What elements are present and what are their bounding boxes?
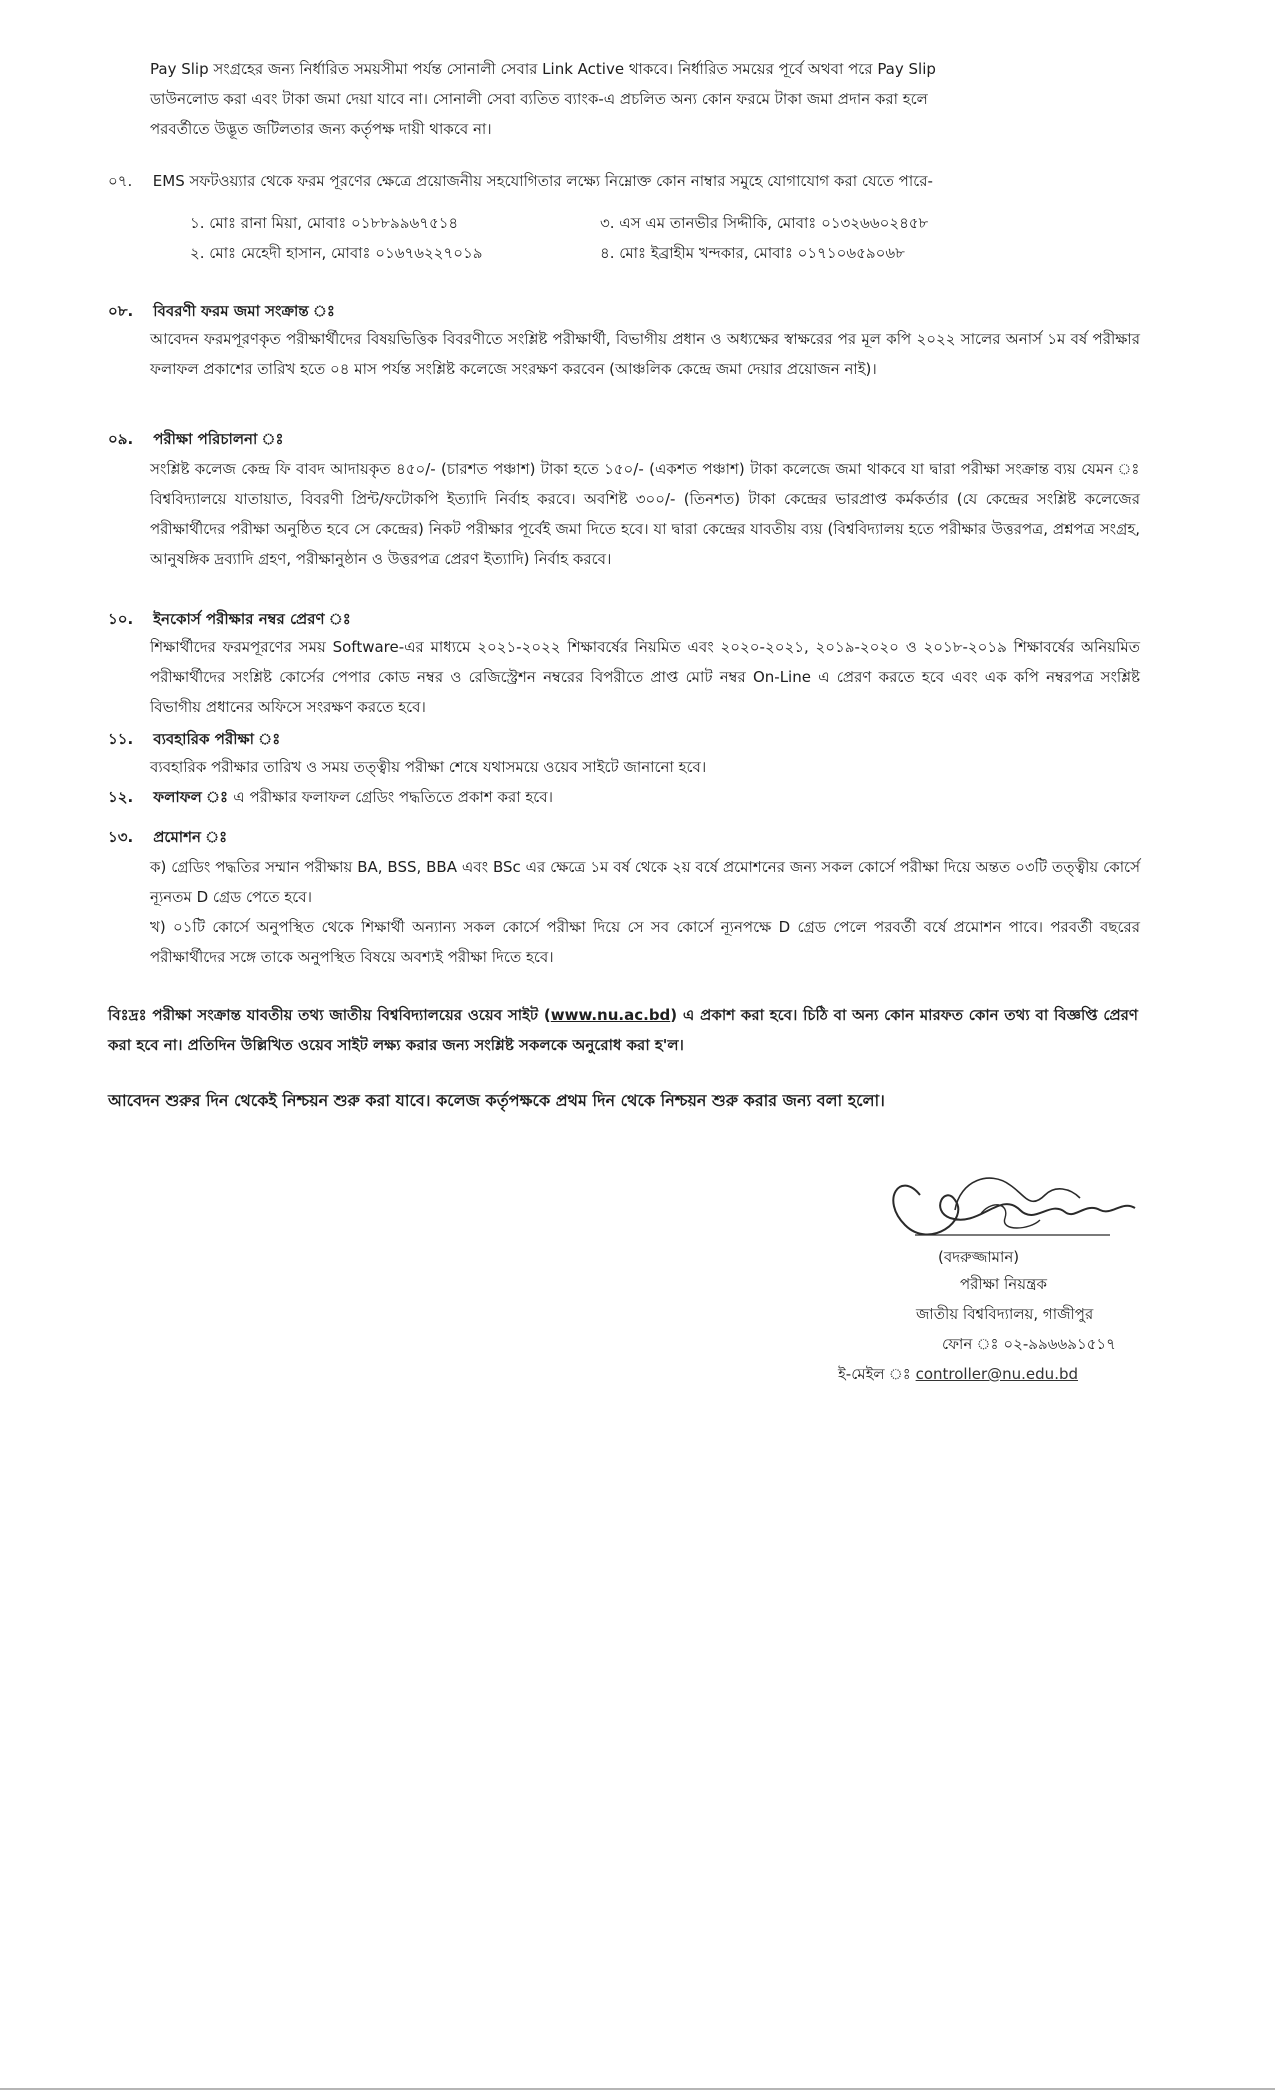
section-09-body: সংশ্লিষ্ট কলেজ কেন্দ্র ফি বাবদ আদায়কৃত ৪৫০/- (চারশত পঞ্চাশ) টাকা হতে ১৫০/- (একশত পঞ্চাশ) টাকা কলেজে জমা থাকবে যা দ্বারা পরীক্ষা সংক্রান্ত ব্যয় যেমন ঃ বিশ্ববিদ্যালয়ে যাতায়াত, বিবরণী প্রিন্ট/ফটোকপি ইত্যাদি নির্বাহ করবে। অবশিষ্ট ৩০০/- (তিনশত) টাকা কেন্দ্রের ভারপ্রাপ্ত কর্মকর্তার (যে কেন্দ্রের সংশ্লিষ্ট কলেজের পরীক্ষার্থীদের পরীক্ষা অনুষ্ঠিত হবে সে কেন্দ্রের) নিকট পরীক্ষার পূর্বেই জমা দিতে হবে। যা দ্বারা কেন্দ্রের যাবতীয় ব্যয় (বিশ্ববিদ্যালয় হতে পরীক্ষার উত্তরপত্র, প্রশ্নপত্র সংগ্রহ, আনুষঙ্গিক দ্রব্যাদি গ্রহণ, পরীক্ষানুষ্ঠান ও উত্তরপত্র প্রেরণ ইত্যাদি) নির্বাহ করবে।: [150, 460, 1140, 568]
section-09-heading: [108, 424, 284, 454]
signatory-organization: জাতীয় বিশ্ববিদ্যালয়, গাজীপুর: [916, 1305, 1094, 1323]
section-10-body: শিক্ষার্থীদের ফরমপূরণের সময় Software-এর মাধ্যমে ২০২১-২০২২ শিক্ষাবর্ষের নিয়মিত এবং ২০২০-২০২১, ২০১৯-২০২০ ও ২০১৮-২০১৯ শিক্ষাবর্ষের অনিয়মিত পরীক্ষার্থীদের সংশ্লিষ্ট কোর্সের পেপার কোড নম্বর ও রেজিস্ট্রেশন নম্বরের বিপরীতে প্রাপ্ত মোট নম্বর On-Line এ প্রেরণ করতে হবে এবং এক কপি নম্বরপত্র সংশ্লিষ্ট বিভাগীয় প্রধানের অফিসে সংরক্ষণ করতে হবে।: [150, 638, 1140, 716]
contact-2: ২. মোঃ মেহেদী হাসান, মোবাঃ ০১৬৭৬২২৭০১৯: [190, 244, 483, 262]
section-13-item-b: খ) ০১টি কোর্সে অনুপস্থিত থেকে শিক্ষার্থী অন্যান্য সকল কোর্সে পরীক্ষা দিয়ে সে সব কোর্সে ন্যূনপক্ষে D গ্রেড পেলে পরবর্তী বর্ষে প্রমোশন পাবে। পরবর্তী বছরের পরীক্ষার্থীদের সঙ্গে তাকে অনুপস্থিত বিষয়ে অবশ্যই পরীক্ষা দিতে হবে।: [150, 918, 1140, 966]
contact-4: ৪. মোঃ ইব্রাহীম খন্দকার, মোবাঃ ০১৭১০৬৫৯০৬৮: [600, 244, 905, 262]
signatory-phone: ফোন ঃ ০২-৯৯৬৬৯১৫১৭: [942, 1335, 1116, 1353]
website-note: [108, 1000, 1138, 1060]
section-09-number: ০৯.: [108, 430, 134, 448]
section-10-title: ইনকোর্স পরীক্ষার নম্বর প্রেরণ ঃ: [153, 610, 351, 628]
section-13-title: প্রমোশন ঃ: [153, 828, 228, 846]
section-08-title: বিবরণী ফরম জমা সংক্রান্ত ঃ: [153, 302, 335, 320]
section-12-body: এ পরীক্ষার ফলাফল গ্রেডিং পদ্ধতিতে প্রকাশ করা হবে।: [233, 788, 553, 806]
contact-1: ১. মোঃ রানা মিয়া, মোবাঃ ০১৮৮৯৯৬৭৫১৪: [190, 214, 459, 232]
section-12-title: ফলাফল ঃ: [153, 788, 229, 806]
email-link[interactable]: controller@nu.edu.bd: [915, 1365, 1079, 1383]
section-13-heading: [108, 822, 227, 852]
section-07-number: ০৭.: [108, 172, 133, 190]
intro-paragraph: [150, 54, 1140, 144]
final-instruction: আবেদন শুরুর দিন থেকেই নিশ্চয়ন শুরু করা যাবে। কলেজ কর্তৃপক্ষকে প্রথম দিন থেকে নিশ্চয়ন শুরু করার জন্য বলা হলো।: [108, 1091, 885, 1110]
section-12-number: ১২.: [108, 788, 134, 806]
signatory-name: (বদরুজ্জামান): [938, 1248, 1020, 1266]
intro-line-1: Pay Slip সংগ্রহের জন্য নির্ধারিত সময়সীমা পর্যন্ত সোনালী সেবার Link Active থাকবে। নির্ধারিত সময়ের পূর্বে অথবা পরে Pay Slip: [150, 60, 936, 78]
section-10-heading: [108, 604, 351, 634]
section-08-body: আবেদন ফরমপূরণকৃত পরীক্ষার্থীদের বিষয়ভিত্তিক বিবরণীতে সংশ্লিষ্ট পরীক্ষার্থী, বিভাগীয় প্রধান ও অধ্যক্ষের স্বাক্ষরের পর মূল কপি ২০২২ সালের অনার্স ১ম বর্ষ পরীক্ষার ফলাফল প্রকাশের তারিখ হতে ০৪ মাস পর্যন্ত সংশ্লিষ্ট কলেজে সংরক্ষণ করবেন (আঞ্চলিক কেন্দ্রে জমা দেয়ার প্রয়োজন নাই)।: [150, 330, 1140, 378]
section-11-heading: [108, 724, 280, 754]
section-11-number: ১১.: [108, 730, 134, 748]
section-10-number: ১০.: [108, 610, 134, 628]
intro-line-2: ডাউনলোড করা এবং টাকা জমা দেয়া যাবে না। সোনালী সেবা ব্যতিত ব্যাংক-এ প্রচলিত অন্য কোন ফরমে টাকা জমা প্রদান করা হলে: [150, 90, 928, 108]
note-tail: ) এ প্রকাশ করা হবে। চিঠি বা অন্য কোন মারফত কোন তথ্য বা বিজ্ঞপ্তি প্রেরণ করা হবে না। প্রতিদিন উল্লিখিত ওয়েব সাইট লক্ষ্য করার জন্য সংশ্লিষ্ট সকলকে অনুরোধ করা হ'ল।: [108, 1006, 1139, 1054]
section-12-heading: [108, 782, 553, 812]
website-link[interactable]: www.nu.ac.bd: [550, 1006, 671, 1024]
intro-line-3: পরবর্তীতে উদ্ভূত জটিলতার জন্য কর্তৃপক্ষ দায়ী থাকবে না।: [150, 120, 492, 138]
section-13-item-a: ক) গ্রেডিং পদ্ধতির সম্মান পরীক্ষায় BA, BSS, BBA এবং BSc এর ক্ষেত্রে ১ম বর্ষ থেকে ২য় বর্ষে প্রমোশনের জন্য সকল কোর্সে পরীক্ষা দিয়ে অন্তত ০৩টি তত্ত্বীয় কোর্সে ন্যূনতম D গ্রেড পেতে হবে।: [150, 858, 1140, 906]
section-08-number: ০৮.: [108, 302, 134, 320]
section-08-heading: [108, 296, 335, 326]
section-11-body: ব্যবহারিক পরীক্ষার তারিখ ও সময় তত্ত্বীয় পরীক্ষা শেষে যথাসময়ে ওয়েব সাইটে জানানো হবে।: [150, 758, 707, 776]
note-lead: বিঃদ্রঃ পরীক্ষা সংক্রান্ত যাবতীয় তথ্য জাতীয় বিশ্ববিদ্যালয়ের ওয়েব সাইট (: [108, 1006, 551, 1024]
page-bottom-edge: [0, 2088, 1275, 2090]
section-09-title: পরীক্ষা পরিচালনা ঃ: [153, 430, 284, 448]
handwritten-signature: [860, 1140, 1160, 1250]
section-13-number: ১৩.: [108, 828, 134, 846]
section-07-heading: [108, 166, 933, 196]
section-07-text: EMS সফটওয়্যার থেকে ফরম পূরণের ক্ষেত্রে প্রয়োজনীয় সহযোগিতার লক্ষ্যে নিম্নোক্ত কোন নাম্বার সমুহে যোগাযোগ করা যেতে পারে-: [152, 172, 933, 190]
section-11-title: ব্যবহারিক পরীক্ষা ঃ: [153, 730, 281, 748]
signatory-email-row: [838, 1362, 1078, 1386]
contact-3: ৩. এস এম তানভীর সিদ্দীকি, মোবাঃ ০১৩২৬৬০২৪৫৮: [600, 214, 929, 232]
email-label: ই-মেইল ঃ: [838, 1365, 911, 1383]
signatory-title: পরীক্ষা নিয়ন্ত্রক: [960, 1275, 1047, 1293]
